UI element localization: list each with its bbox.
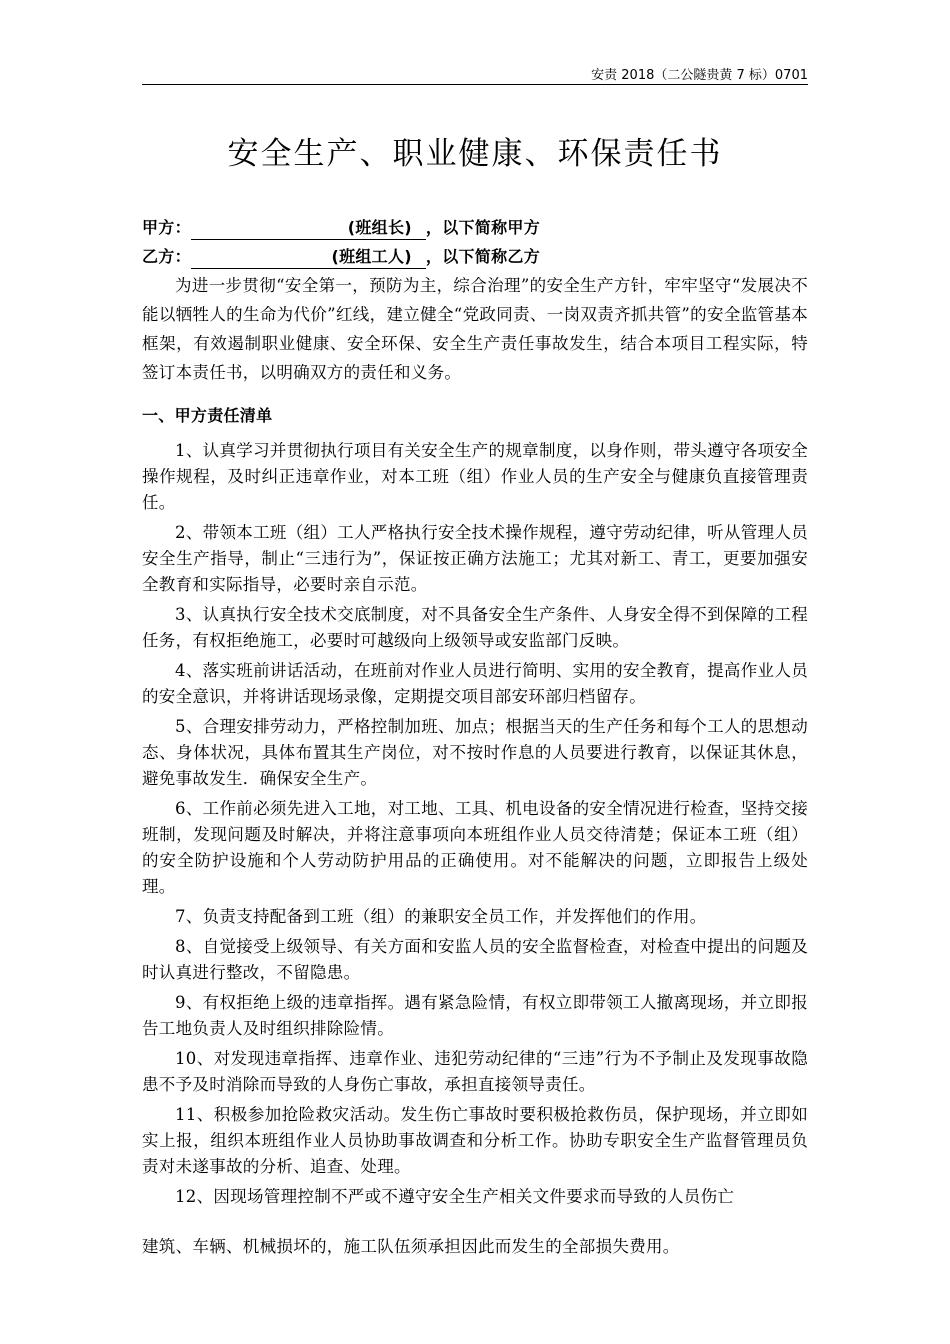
list-item: 11、积极参加抢险救灾活动。发生伤亡事故时要积极抢救伤员，保护现场，并立即如实上报，组织本班组作业人员协助事故调查和分析工作。协助专职安全生产监督管理员负责对未遂事故的分析、追查、处理。 [142,1104,808,1176]
list-item: 10、对发现违章指挥、违章作业、违犯劳动纪律的“三违”行为不予制止及发现事故隐患不予及时消除而导致的人身伤亡事故，承担直接领导责任。 [142,1048,808,1094]
list-item: 12、因现场管理控制不严或不遵守安全生产相关文件要求而导致的人员伤亡 [175,1186,735,1206]
party-b-line [142,242,808,271]
list-item: 2、带领本工班（组）工人严格执行安全技术操作规程，遵守劳动纪律，听从管理人员安全生产指导，制止“三违行为”，保证按正确方法施工；尤其对新工、青工，更要加强安全教育和实际指导，必要时亲自示范。 [142,522,808,594]
party-a-suffix: ，以下简称甲方 [425,218,541,237]
party-a-label: 甲方： [142,218,191,237]
document-title: 安全生产、职业健康、环保责任书 [227,136,723,172]
list-item: 5、合理安排劳动力，严格控制加班、加点；根据当天的生产任务和每个工人的思想动态、身体状况，具体布置其生产岗位，对不按时作息的人员要进行教育，以保证其休息，避免事故发生．确保安全生产。 [142,716,808,788]
list-item: 7、负责支持配备到工班（组）的兼职安全员工作，并发挥他们的作用。 [175,906,707,926]
intro-paragraph: 为进一步贯彻“安全第一，预防为主，综合治理”的安全生产方针，牢牢坚守“发展决不能以牺牲人的生命为代价”红线，建立健全“党政同责、一岗双责齐抓共管”的安全监管基本框架，有效遏制职业健康、安全环保、安全生产责任事故发生，结合本项目工程实际，特签订本责任书，以明确双方的责任和义务。 [142,276,808,382]
list-item: 3、认真执行安全技术交底制度，对不具备安全生产条件、人身安全得不到保障的工程任务，有权拒绝施工，必要时可越级向上级领导或安监部门反映。 [142,604,808,650]
header-rule [142,84,808,85]
party-b-role: (班组工人) [331,247,412,266]
list-item: 9、有权拒绝上级的违章指挥。遇有紧急险情，有权立即带领工人撤离现场，并立即报告工地负责人及时组织排除险情。 [142,992,808,1038]
list-item-continuation: 建筑、车辆、机械损坏的，施工队伍须承担因此而发生的全部损失费用。 [142,1236,680,1256]
party-a-line [142,213,808,242]
list-item: 1、认真学习并贯彻执行项目有关安全生产的规章制度，以身作则，带头遵守各项安全操作规程，及时纠正违章作业，对本工班（组）作业人员的生产安全与健康负直接管理责任。 [142,440,808,512]
party-b-label: 乙方： [142,247,191,266]
section-heading: 一、甲方责任清单 [142,405,273,425]
party-a-role: (班组长) [347,218,412,237]
party-a-blank[interactable] [191,217,426,240]
party-b-suffix: ，以下简称乙方 [425,247,541,266]
party-b-blank[interactable] [191,246,426,269]
document-body [142,213,808,1264]
document-code: 安责 2018（二公隧贵黄 7 标）0701 [591,68,808,83]
list-item: 4、落实班前讲话活动，在班前对作业人员进行简明、实用的安全教育，提高作业人员的安全意识，并将讲话现场录像，定期提交项目部安环部归档留存。 [142,660,808,706]
list-item: 8、自觉接受上级领导、有关方面和安监人员的安全监督检查，对检查中提出的问题及时认真进行整改，不留隐患。 [142,936,808,982]
list-item: 6、工作前必须先进入工地，对工地、工具、机电设备的安全情况进行检查，坚持交接班制，发现问题及时解决，并将注意事项向本班组作业人员交待清楚；保证本工班（组）的安全防护设施和个人劳动防护用品的正确使用。对不能解决的问题，立即报告上级处理。 [142,798,808,896]
